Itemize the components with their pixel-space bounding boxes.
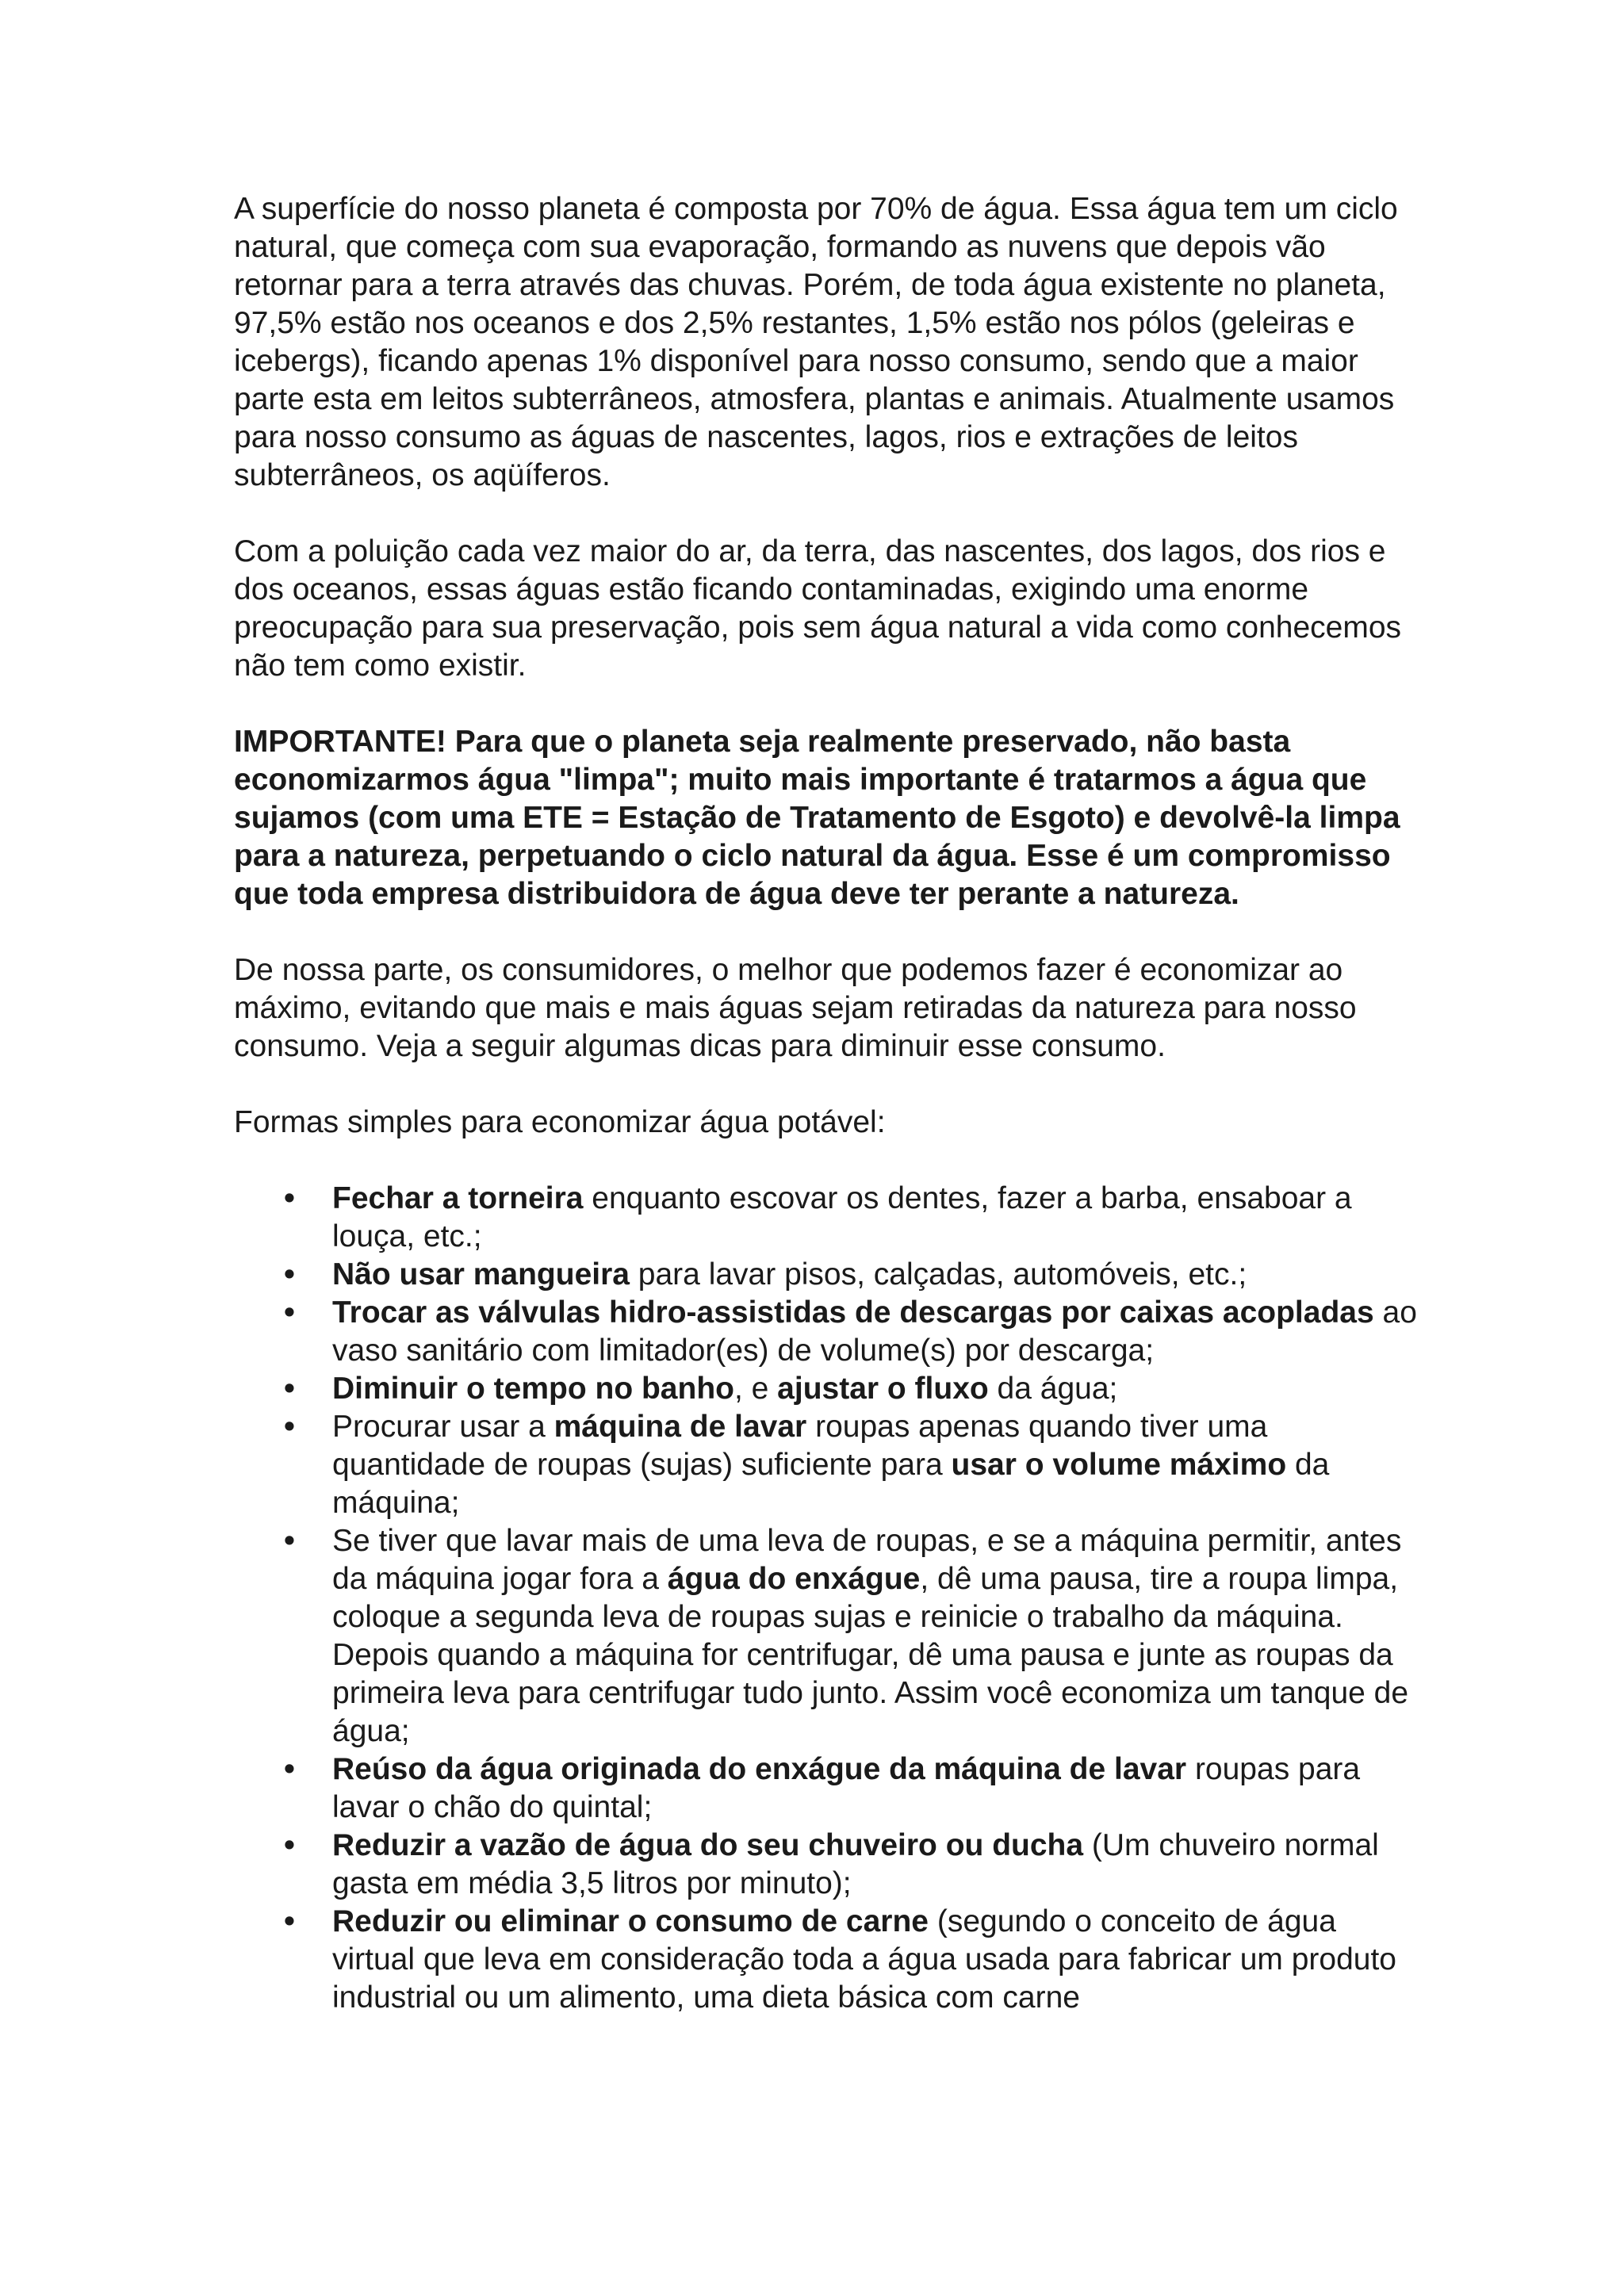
paragraph-intro: A superfície do nosso planeta é composta por 70% de água. Essa água tem um ciclo natural, que começa com sua evaporação, formando as nuvens que depois vão retornar para a terra através das chuvas. Porém, de toda água existente no planeta, 97,5% estão nos oceanos e dos 2,5% restantes, 1,5% estão nos pólos (geleiras e icebergs), ficando apenas 1% disponível para nosso consumo, sendo que a maior parte esta em leitos subterrâneos, atmosfera, plantas e animais. Atualmente usamos para nosso consumo as águas de nascentes, lagos, rios e extrações de leitos subterrâneos, os aqüíferos. <box>234 192 1398 492</box>
paragraph-pollution: Com a poluição cada vez maior do ar, da terra, das nascentes, dos lagos, dos rios e dos oceanos, essas águas estão ficando contaminadas, exigindo uma enorme preocupação para sua preservação, pois sem água natural a vida como conhecemos não tem como existir. <box>234 534 1402 683</box>
list-item-emphasis: usar o volume máximo <box>951 1448 1287 1482</box>
document-body <box>234 190 1423 2017</box>
list-item-emphasis: Diminuir o tempo no banho <box>332 1372 734 1406</box>
list-item-emphasis: Reduzir ou eliminar o consumo de carne <box>332 1904 929 1938</box>
paragraph-consumers: De nossa parte, os consumidores, o melhor que podemos fazer é economizar ao máximo, evitando que mais e mais águas sejam retiradas da natureza para nosso consumo. Veja a seguir algumas dicas para diminuir esse consumo. <box>234 953 1357 1063</box>
list-item <box>234 1294 1423 1370</box>
bullet-icon: • <box>284 1828 295 1862</box>
list-item-text: da máquina; <box>332 1448 1330 1520</box>
list-item-emphasis: água do enxágue <box>667 1562 921 1596</box>
list-item <box>234 1256 1423 1294</box>
list-item-text: da água; <box>988 1372 1118 1406</box>
list-item <box>234 1408 1423 1522</box>
bullet-icon: • <box>284 1752 295 1786</box>
list-item-emphasis: Reúso da água originada do enxágue da máquina de lavar <box>332 1752 1187 1786</box>
list-item <box>234 1522 1423 1751</box>
list-item-text: , e <box>733 1372 778 1406</box>
bullet-icon: • <box>284 1295 295 1330</box>
list-item-emphasis: Reduzir a vazão de água do seu chuveiro ou ducha <box>332 1828 1084 1862</box>
list-item <box>234 1180 1423 1256</box>
paragraph-important: IMPORTANTE! Para que o planeta seja realmente preservado, não basta economizarmos água "limpa"; muito mais importante é tratarmos a água que sujamos (com uma ETE = Estação de Tratamento de Esgoto) e devolvê-la limpa para a natureza, perpetuando o ciclo natural da água. Esse é um compromisso que toda empresa distribuidora de água deve ter perante a natureza. <box>234 725 1400 911</box>
list-item-text: Procurar usar a <box>332 1410 554 1444</box>
bullet-icon: • <box>284 1181 295 1215</box>
bullet-icon: • <box>284 1410 295 1444</box>
list-item-emphasis: ajustar o fluxo <box>777 1372 989 1406</box>
list-item-text: ao vaso sanitário com limitador(es) de volume(s) por descarga; <box>332 1295 1417 1368</box>
list-item-emphasis: Não usar mangueira <box>332 1257 630 1292</box>
list-item-emphasis: máquina de lavar <box>553 1410 807 1444</box>
list-item <box>234 1751 1423 1827</box>
tips-list <box>234 1180 1423 2017</box>
list-item-text: roupas para lavar o chão do quintal; <box>332 1752 1361 1824</box>
list-item-text: enquanto escovar os dentes, fazer a barba, ensaboar a louça, etc.; <box>332 1181 1352 1253</box>
bullet-icon: • <box>284 1257 295 1292</box>
list-item <box>234 1903 1423 2017</box>
list-item-text: , dê uma pausa, tire a roupa limpa, coloque a segunda leva de roupas sujas e reinicie o trabalho da máquina. Depois quando a máquina for centrifugar, dê uma pausa e junte as roupas da primeira leva para centrifugar tudo junto. Assim você economiza um tanque de água; <box>332 1562 1409 1748</box>
bullet-icon: • <box>284 1524 295 1558</box>
list-item-emphasis: Trocar as válvulas hidro-assistidas de descargas por caixas acopladas <box>332 1295 1374 1330</box>
list-item-text: para lavar pisos, calçadas, automóveis, etc.; <box>629 1257 1247 1292</box>
list-item-text: (Um chuveiro normal gasta em média 3,5 litros por minuto); <box>332 1828 1379 1900</box>
list-item-text: (segundo o conceito de água virtual que leva em consideração toda a água usada para fabricar um produto industrial ou um alimento, uma dieta básica com carne <box>332 1904 1396 2015</box>
list-item <box>234 1827 1423 1903</box>
bullet-icon: • <box>284 1372 295 1406</box>
list-item <box>234 1370 1423 1408</box>
list-item-text: Se tiver que lavar mais de uma leva de roupas, e se a máquina permitir, antes da máquina jogar fora a <box>332 1524 1402 1596</box>
list-item-text: roupas apenas quando tiver uma quantidade de roupas (sujas) suficiente para <box>332 1410 1268 1482</box>
list-item-emphasis: Fechar a torneira <box>332 1181 584 1215</box>
bullet-icon: • <box>284 1904 295 1938</box>
list-intro: Formas simples para economizar água potável: <box>234 1105 886 1139</box>
